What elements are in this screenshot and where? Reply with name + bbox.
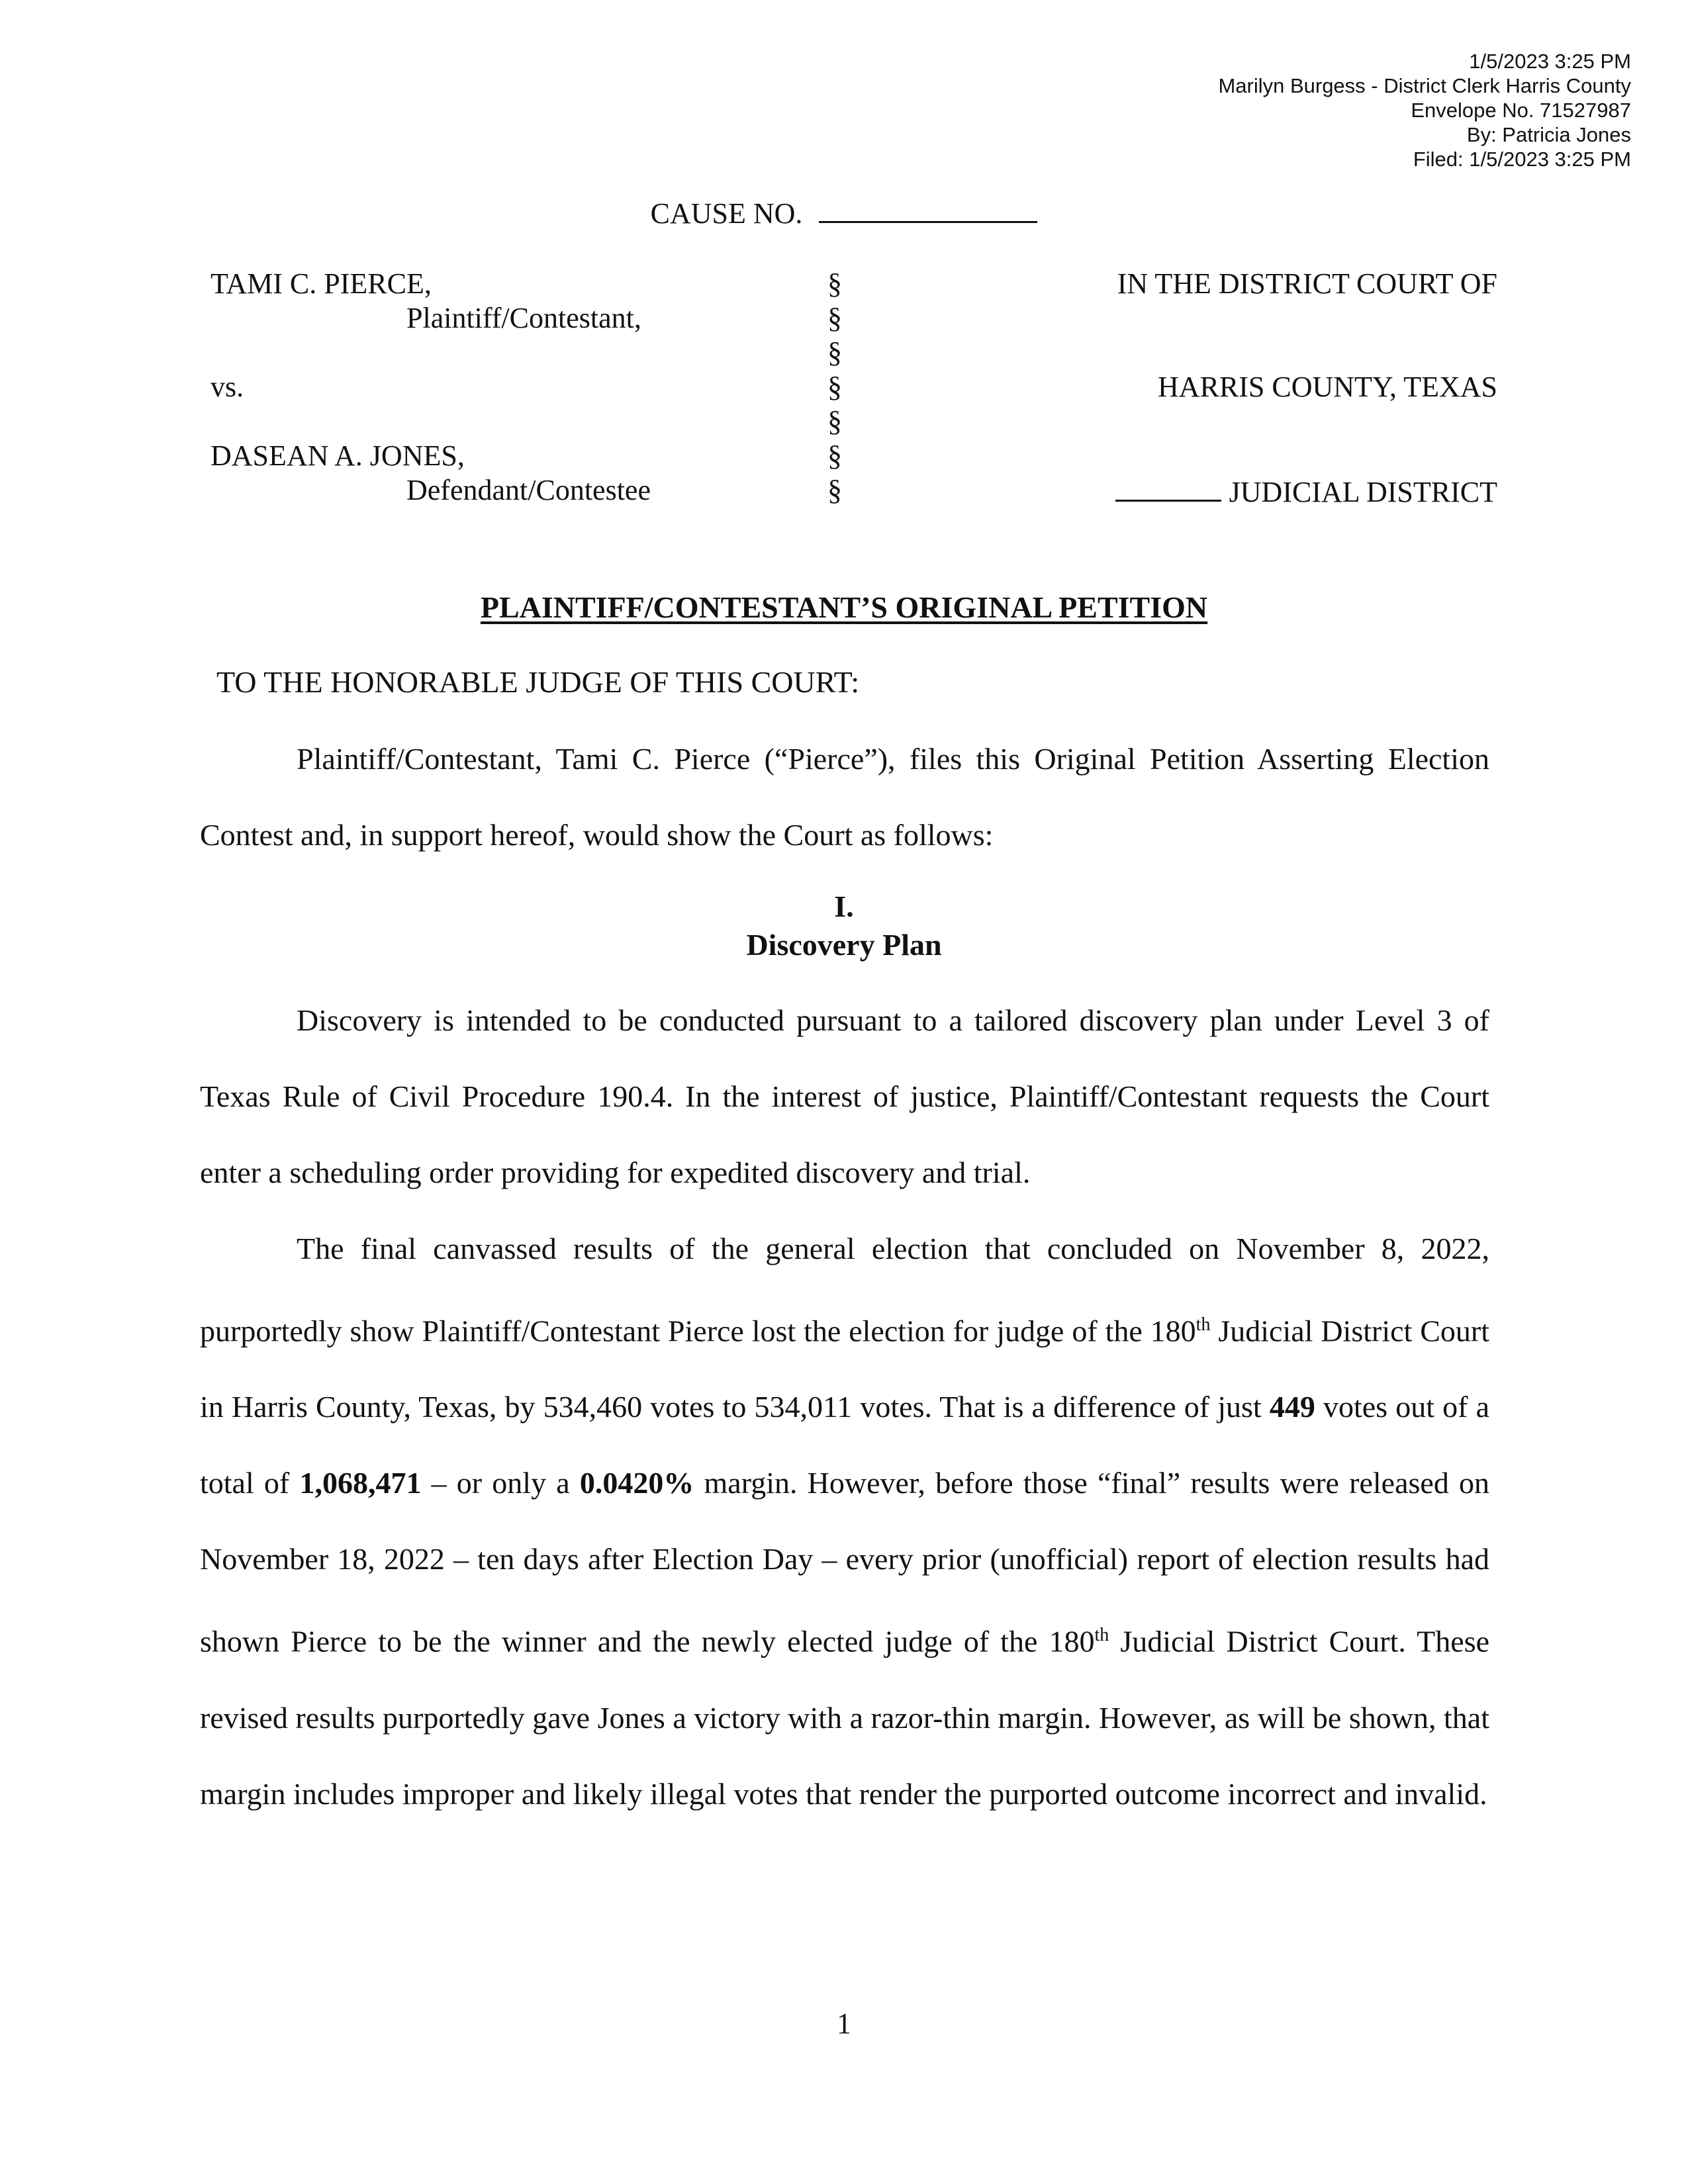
section-symbol: § <box>827 336 842 369</box>
intro-paragraph-text: Plaintiff/Contestant, Tami C. Pierce (“Pierce”), files this Original Petition Asserting Election Contest and, in support hereof, would show the Court as follows: <box>200 742 1489 852</box>
versus: vs. <box>211 371 244 403</box>
text-run: votes out of a total of <box>200 1390 1489 1500</box>
page-number: 1 <box>837 2007 851 2040</box>
filing-stamp <box>1218 49 1631 171</box>
court-line-2: HARRIS COUNTY, TEXAS <box>1157 371 1497 403</box>
text-run: margin. However, before those “final” results were released on November 18, 2022 – ten days after Election Day – every prior (unofficial) report of election results had shown Pierce to be the winner and the newly elected judge of the 180 <box>200 1466 1489 1659</box>
plaintiff-role: Plaintiff/Contestant, <box>406 302 641 334</box>
cause-number-line <box>0 195 1688 231</box>
section-symbol: § <box>827 474 842 506</box>
defendant-name: DASEAN A. JONES, <box>211 439 465 472</box>
filing-by: By: Patricia Jones <box>1466 123 1631 146</box>
section-title: Discovery Plan <box>746 928 942 962</box>
section-body <box>200 982 1489 1832</box>
section-symbol: § <box>827 439 842 472</box>
court-line-3 <box>1115 473 1497 510</box>
text-run: The final canvassed results of the general election that concluded on November 8, 2022, purportedly show Plaintiff/Contestant Pierce lost the election for judge of the 180 <box>200 1232 1489 1348</box>
intro-paragraph <box>200 721 1489 873</box>
filing-clerk: Marilyn Burgess - District Clerk Harris County <box>1218 74 1631 97</box>
section-number: I. <box>834 889 854 923</box>
court-line-1: IN THE DISTRICT COURT OF <box>1117 267 1497 300</box>
defendant-role: Defendant/Contestee <box>406 474 651 506</box>
document-title: PLAINTIFF/CONTESTANT’S ORIGINAL PETITION <box>480 590 1208 624</box>
section-symbol: § <box>827 302 842 334</box>
salutation: TO THE HONORABLE JUDGE OF THIS COURT: <box>216 665 860 699</box>
ordinal-suffix: th <box>1196 1314 1211 1335</box>
filing-envelope: Envelope No. 71527987 <box>1411 99 1631 122</box>
text-run: Judicial District Court. These revised results purportedly gave Jones a victory with a razor-thin margin. However, as will be shown, that margin includes improper and likely illegal votes that render the purported outcome incorrect and invalid. <box>200 1624 1490 1811</box>
text-run: – or only a <box>421 1466 580 1500</box>
plaintiff-name: TAMI C. PIERCE, <box>211 267 432 300</box>
vote-total: 1,068,471 <box>299 1466 422 1500</box>
discovery-paragraph: Discovery is intended to be conducted pursuant to a tailored discovery plan under Level 3 of Texas Rule of Civil Procedure 190.4. In the interest of justice, Plaintiff/Contestant requests the Court enter a scheduling order providing for expedited discovery and trial. <box>200 1003 1489 1189</box>
vote-margin: 0.0420% <box>579 1466 694 1500</box>
cause-number-blank <box>819 195 1037 223</box>
court-line-3-text: JUDICIAL DISTRICT <box>1229 476 1497 508</box>
cause-label: CAUSE NO. <box>650 197 803 230</box>
judicial-district-blank <box>1115 473 1221 502</box>
ordinal-suffix: th <box>1094 1625 1109 1646</box>
vote-difference: 449 <box>1269 1390 1315 1424</box>
section-symbol: § <box>827 371 842 403</box>
filing-datetime: 1/5/2023 3:25 PM <box>1469 50 1631 73</box>
text-run: Judicial District Court in Harris County, Texas, by 534,460 votes to 534,011 votes. That is a difference of just <box>200 1314 1489 1424</box>
election-results-paragraph <box>200 1210 1489 1832</box>
filing-filed: Filed: 1/5/2023 3:25 PM <box>1413 148 1631 171</box>
section-symbol: § <box>827 405 842 437</box>
section-symbol: § <box>827 267 842 300</box>
